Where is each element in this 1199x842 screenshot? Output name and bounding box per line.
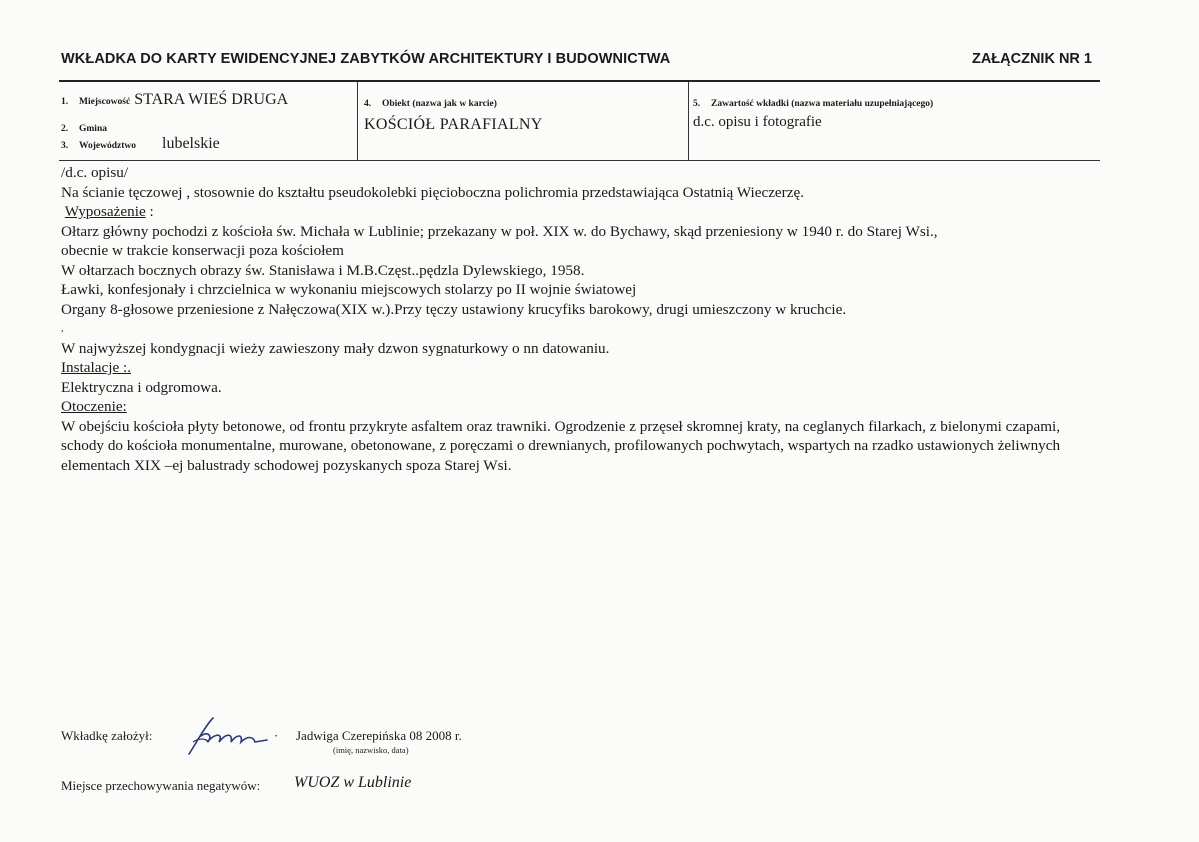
field-number: 1.	[61, 97, 69, 107]
section-heading-instalacje: Instalacje :.	[61, 359, 131, 376]
text-line: ,	[61, 323, 64, 334]
field-insert-content	[693, 93, 933, 111]
section-heading-otoczenie: Otoczenie:	[61, 398, 127, 415]
negatives-value: WUOZ w Lublinie	[294, 774, 412, 791]
text-line: Na ścianie tęczowej , stosownie do kształtu pseudokolebki pięcioboczna polichromia przedstawiająca Ostatnią Wieczerzę.	[61, 183, 805, 201]
field-commune	[61, 118, 107, 136]
heading-suffix: :	[145, 203, 154, 220]
field-number: 2.	[61, 124, 69, 134]
text-line: /d.c. opisu/	[61, 164, 129, 181]
voivodeship-value: lubelskie	[162, 135, 220, 152]
field-label: Obiekt (nazwa jak w karcie)	[382, 99, 497, 109]
heading-text: Wyposażenie	[64, 203, 146, 220]
insert-content-value: d.c. opisu i fotografie	[693, 114, 822, 130]
signature-dot: ·	[274, 728, 279, 743]
field-label: Miejscowość	[79, 97, 131, 107]
text-paragraph: W obejściu kościoła płyty betonowe, od frontu przykryte asfaltem oraz trawniki. Ogrodzenie z przęseł skromnej kraty, na ceglanych filarkach, z bielonymi czapami, schody do kościoła monumentalne, murowane, obetonowane, z poręczami o drewnianych, profilowanych pochwytach, wspartych na rzadko ustawionych żeliwnych elementach XIX –ej balustrady schodowej pozyskanych spoza Starej Wsi.	[61, 417, 1061, 474]
field-number: 5.	[693, 99, 701, 109]
locality-value: STARA WIEŚ DRUGA	[134, 91, 289, 108]
object-value: KOŚCIÓŁ PARAFIALNY	[364, 116, 543, 133]
handwritten-signature	[183, 712, 275, 760]
text-line: Ołtarz główny pochodzi z kościoła św. Michała w Lublinie; przekazany w poł. XIX w. do Bychawy, skąd przeniesiony w 1940 r. do Starej Wsi.,	[61, 222, 938, 240]
text-line: W ołtarzach bocznych obrazy św. Stanisława i M.B.Częst..pędzla Dylewskiego, 1958.	[61, 261, 585, 279]
negatives-label: Miejsce przechowywania negatywów:	[61, 778, 261, 793]
metadata-table	[59, 82, 1100, 161]
text-line: obecnie w trakcie konserwacji poza kościołem	[61, 242, 344, 259]
author-label: Wkładkę założył:	[61, 728, 153, 743]
document-title: WKŁADKA DO KARTY EWIDENCYJNEJ ZABYTKÓW ARCHITEKTURY I BUDOWNICTWA	[61, 51, 671, 67]
text-line: Elektryczna i odgromowa.	[61, 378, 222, 396]
text-line: Organy 8-głosowe przeniesione z Nałęczowa(XIX w.).Przy tęczy ustawiony krucyfiks barokowy, drugi umieszczony w kruchcie.	[61, 300, 847, 318]
author-caption: (imię, nazwisko, data)	[333, 745, 409, 755]
annex-number: ZAŁĄCZNIK NR 1	[971, 51, 1092, 67]
object-column	[358, 82, 689, 160]
field-voivodeship	[61, 135, 220, 153]
location-column	[59, 82, 358, 160]
section-heading-wyposazenie	[61, 202, 1101, 222]
field-number: 3.	[61, 141, 69, 151]
content-column	[689, 82, 1100, 160]
author-value: Jadwiga Czerepińska 08 2008 r.	[296, 728, 462, 743]
field-locality	[61, 91, 288, 109]
description-body	[61, 163, 1101, 475]
text-line: Ławki, konfesjonały i chrzcielnica w wykonaniu miejscowych stolarzy po II wojnie światowej	[61, 281, 637, 298]
field-label: Zawartość wkładki (nazwa materiału uzupełniającego)	[711, 99, 934, 109]
field-number: 4.	[364, 99, 372, 109]
field-object	[364, 93, 497, 111]
field-label: Województwo	[79, 141, 136, 151]
text-line: W najwyższej kondygnacji wieży zawieszony mały dzwon sygnaturkowy o nn datowaniu.	[61, 339, 610, 357]
field-label: Gmina	[79, 124, 107, 134]
